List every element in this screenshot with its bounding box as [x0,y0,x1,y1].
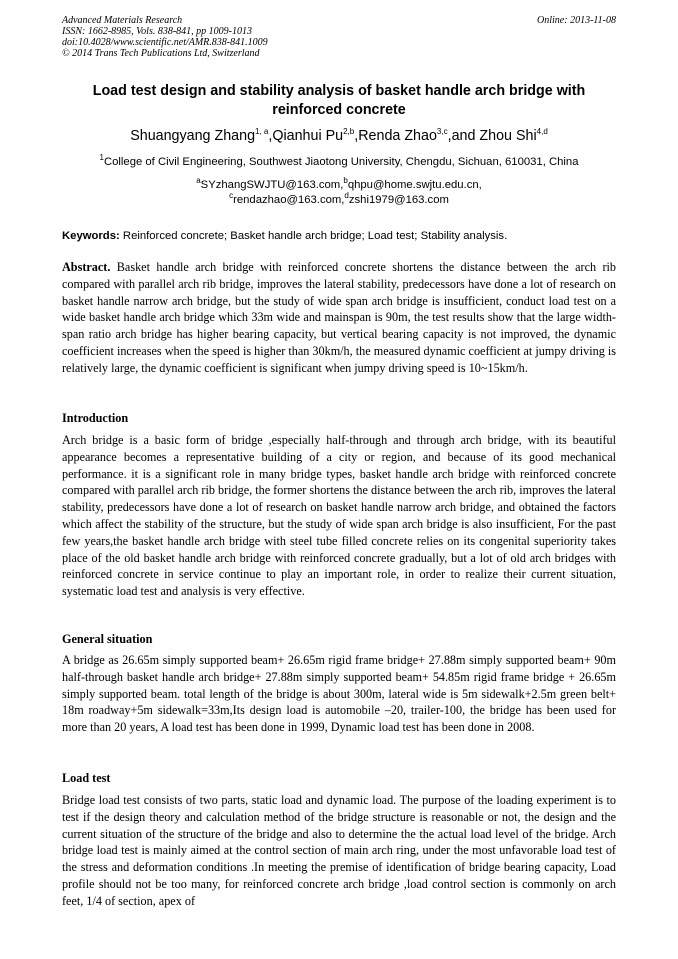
section-text-general-situation: A bridge as 26.65m simply supported beam+ 26.65m rigid frame bridge+ 27.88m simply supported beam+ 90m half-through basket handle arch bridge+ 27.88m simply supported beam+ 54.85m rigid frame bridge + 26.65m simply supported beam. total length of the bridge is about 300m, lateral wide is 5m sidewalk+2.5m green belt+ 18m roadway+5m sidewalk=33m,Its design load is automobile –20, trailer-100, the bridge has been used for more than 20 years, A load test has been done in 1999, Dynamic load test has been done in 2008. [62,653,616,735]
affiliation-marker: 1 [99,153,104,163]
author-affiliation-marker: 4,d [536,127,548,137]
email-address: zshi1979@163.com [348,194,449,206]
author-name: Qianhui Pu [272,128,344,144]
abstract [62,259,616,377]
journal-issn: ISSN: 1662-8985, Vols. 838-841, pp 1009-1013 [62,26,252,37]
affiliation [62,155,616,169]
email-marker: c [229,191,234,201]
journal-copyright: © 2014 Trans Tech Publications Ltd, Switzerland [62,48,260,59]
email-marker: a [196,176,201,186]
author-name: and Zhou Shi [451,128,537,144]
email-marker: b [343,176,348,186]
abstract-text: Basket handle arch bridge with reinforced concrete shortens the distance between the arch rib compared with parallel arch rib bridge, improves the lateral stability, predecessors have done a lot of research on basket handle narrow arch bridge, but the study of wide span arch bridge is insufficient, conduct load test on a wide basket handle arch bridge which 33m wide and mainspan is 90m, the test results show that the large width-span ratio arch bridge has higher bearing capacity, but vertical bearing capacity is not improved, the dynamic coefficient increases when the speed is higher than 30km/h, the measured dynamic coefficient at jumpy driving is relatively large, the dynamic coefficient is significant when jumpy driving speed is 10~15km/h. [62,260,616,375]
section-heading-general-situation: General situation [62,632,153,646]
author-affiliation-marker: 2,b [343,127,355,137]
paper-title: Load test design and stability analysis of basket handle arch bridge with reinforced concrete [92,83,586,118]
journal-doi: doi:10.4028/www.scientific.net/AMR.838-841.1009 [62,37,268,48]
author-list: Shuangyang Zhang$^{1, a}$,Qianhui Pu$^{2,b}$,Renda Zhao$^{3,c}$,and Zhou Shi$^{4,d}$ [130,127,548,144]
author-affiliation-marker: 3,c [436,127,448,137]
abstract-label: Abstract. [62,260,111,274]
email-address: rendazhao@163.com, [233,194,345,206]
journal-name: Advanced Materials Research [62,15,183,26]
keywords [62,229,616,243]
email-address: qhpu@home.swjtu.edu.cn, [347,179,482,191]
journal-header [62,15,392,59]
section-text-load-test: Bridge load test consists of two parts, static load and dynamic load. The purpose of the loading experiment is to test if the design theory and calculation method of the bridge structure is reasonable or not, the design and the current situation of the structure of the bridge and also to determine the the actual load level of the bridge. Arch bridge load test is mainly aimed at the control section of main arch ring, under the most unfavorable load test of the stress and deformation conditions .In meeting the premise of identification of bridge bearing capacity, Load profile should not be too many, for reinforced concrete arch bridge ,load control section is commonly on arch feet, 1/4 of section, apex of [62,793,616,908]
section-text-introduction: Arch bridge is a basic form of bridge ,especially half-through and through arch bridge, with its beautiful appearance becomes a representative building of a city or region, and because of its good mechanical performance. it is a significant role in many bridge types, basket handle arch bridge with reinforced concrete compared with parallel arch rib bridge, the former shortens the distance between the arch rib, improves the lateral stability, predecessors have done a lot of research on basket handle narrow arch bridge, and obtained the factors which affect the stability of the structure, but the study of wide span arch bridge is also insufficient, For the past few years,the basket handle arch bridge with steel tube filled concrete relies on its congenital superiority takes place of the old basket handle arch bridge with reinforced concrete gradually, but a lot of old arch bridges with reinforced concrete in service continue to play an important role, in order to realize their current situation, systematic load test and analysis is very effective. [62,433,616,599]
email-marker: d [344,191,349,201]
section-heading-introduction: Introduction [62,411,129,425]
email-address: SYzhangSWJTU@163.com, [200,179,344,191]
online-date: Online: 2013-11-08 [537,15,616,26]
author-name: Renda Zhao [358,128,437,144]
email-list [62,178,616,208]
section-heading-load-test: Load test [62,771,111,785]
affiliation-text: College of Civil Engineering, Southwest Jiaotong University, Chengdu, Sichuan, 610031, China [103,156,579,168]
author-name: Shuangyang Zhang [130,128,256,144]
author-affiliation-marker: 1, a [255,127,269,137]
keywords-label: Keywords: [62,230,120,242]
keywords-text: Reinforced concrete; Basket handle arch bridge; Load test; Stability analysis. [119,230,508,242]
